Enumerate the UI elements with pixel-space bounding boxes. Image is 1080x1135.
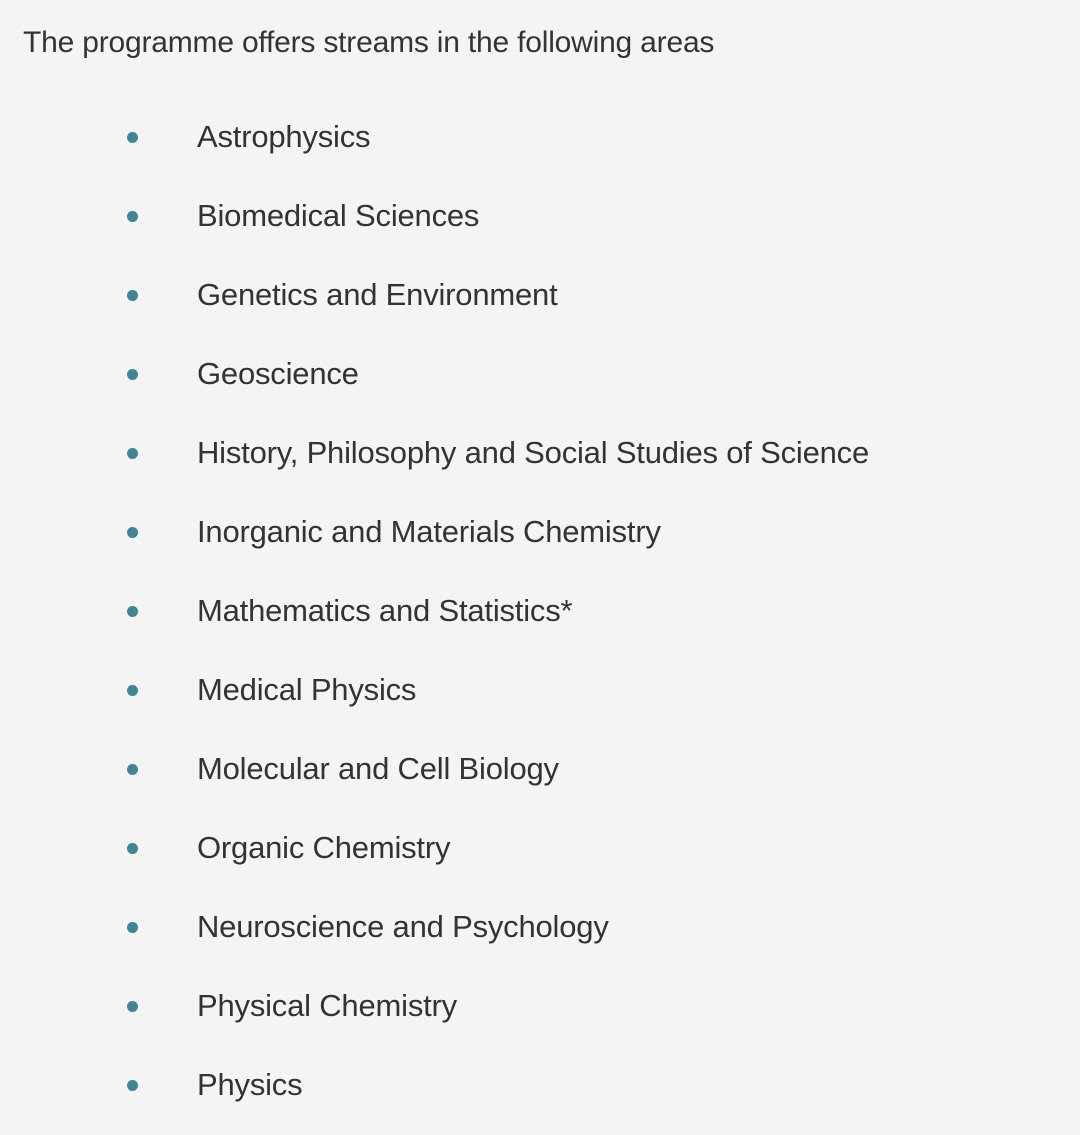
stream-label: Organic Chemistry [197, 830, 451, 865]
stream-label: Neuroscience and Psychology [197, 909, 609, 944]
stream-label: Genetics and Environment [197, 277, 558, 312]
stream-label: Astrophysics [197, 119, 371, 154]
bullet-icon [127, 1001, 138, 1012]
stream-label: Physics [197, 1067, 303, 1102]
bullet-icon [127, 764, 138, 775]
bullet-icon [127, 843, 138, 854]
stream-label: Physical Chemistry [197, 988, 457, 1023]
bullet-icon [127, 922, 138, 933]
bullet-icon [127, 369, 138, 380]
stream-label: Mathematics and Statistics* [197, 593, 573, 628]
bullet-icon [127, 290, 138, 301]
bullet-icon [127, 448, 138, 459]
intro-text: The programme offers streams in the following areas [23, 26, 715, 59]
stream-label: Medical Physics [197, 672, 417, 707]
bullet-icon [127, 606, 138, 617]
stream-label: Biomedical Sciences [197, 198, 480, 233]
stream-label: Inorganic and Materials Chemistry [197, 514, 661, 549]
stream-label: Geoscience [197, 356, 359, 391]
stream-label: History, Philosophy and Social Studies of Science [197, 435, 869, 470]
bullet-icon [127, 132, 138, 143]
bullet-icon [127, 211, 138, 222]
bullet-icon [127, 1080, 138, 1091]
bullet-icon [127, 685, 138, 696]
bullet-icon [127, 527, 138, 538]
stream-label: Molecular and Cell Biology [197, 751, 559, 786]
